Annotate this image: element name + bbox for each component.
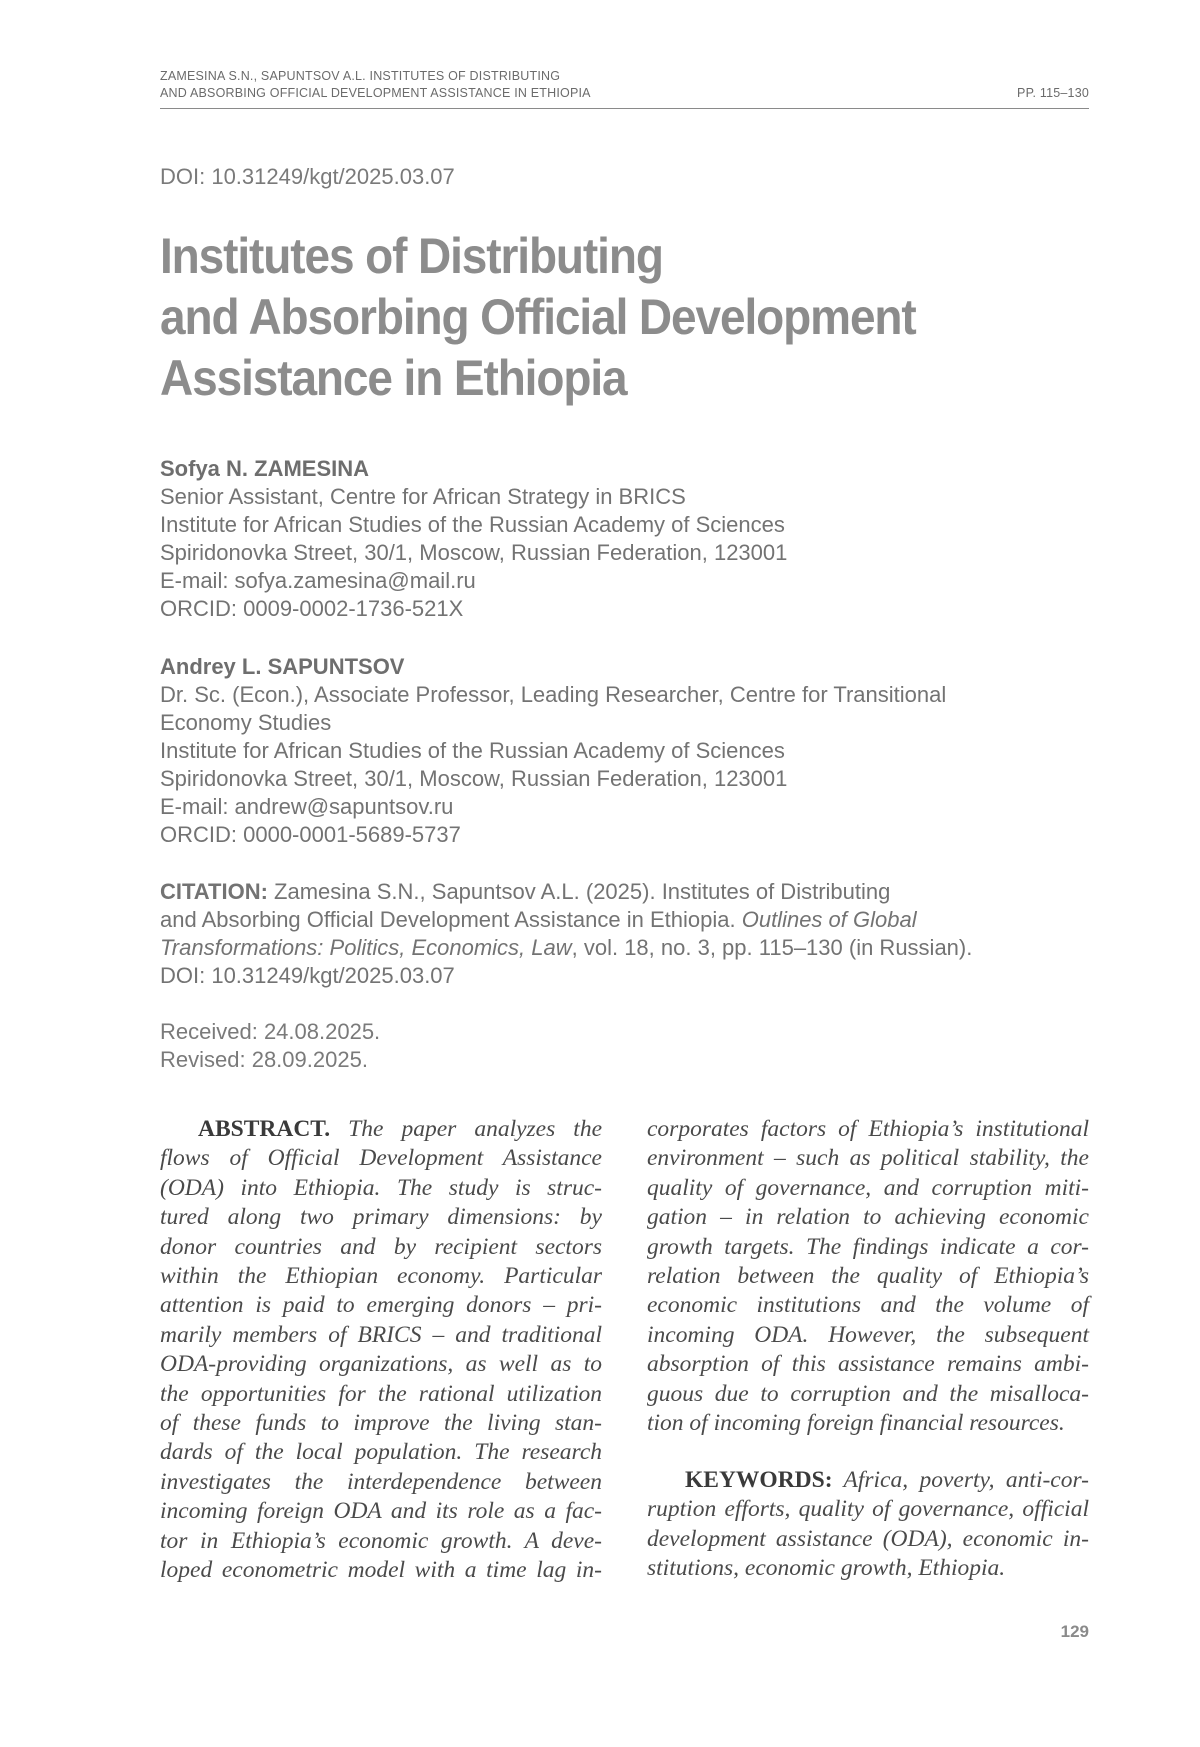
keywords-line: ruption efforts, quality of governance, official	[647, 1496, 1089, 1523]
keywords-line	[647, 1466, 1089, 1495]
author-affiliation-line: Institute for African Studies of the Russian Academy of Sciences	[160, 738, 785, 763]
abstract-line: environment – such as political stability, the	[647, 1145, 1089, 1172]
abstract-line: absorption of this assistance remains ambi-	[647, 1351, 1089, 1378]
article-page	[160, 0, 1089, 1747]
author-email: E-mail: sofya.zamesina@mail.ru	[160, 568, 476, 593]
header-divider	[160, 108, 1089, 109]
author-email: E-mail: andrew@sapuntsov.ru	[160, 794, 454, 819]
keywords-line: stitutions, economic growth, Ethiopia.	[647, 1555, 1006, 1582]
abstract-line: within the Ethiopian economy. Particular	[160, 1263, 602, 1290]
abstract-column-right	[647, 1115, 1089, 1438]
abstract-line: ODA-providing organizations, as well as to	[160, 1351, 602, 1378]
abstract-line: (ODA) into Ethiopia. The study is struc-	[160, 1174, 602, 1201]
author-affiliation-line: Dr. Sc. (Econ.), Associate Professor, Leading Researcher, Centre for Transitional	[160, 682, 947, 707]
received-date: Received: 24.08.2025.	[160, 1019, 381, 1044]
article-dates	[160, 1018, 380, 1074]
author-address: Spiridonovka Street, 30/1, Moscow, Russian Federation, 123001	[160, 540, 788, 565]
citation-journal: Transformations: Politics, Economics, Law	[160, 935, 572, 960]
citation-journal: Outlines of Global	[741, 907, 917, 932]
citation-text: Zamesina S.N., Sapuntsov A.L. (2025). Institutes of Distributing	[267, 879, 891, 904]
abstract-line: marily members of BRICS – and traditional	[160, 1321, 602, 1348]
abstract-line: corporates factors of Ethiopia’s institutional	[647, 1116, 1089, 1142]
author-affiliation-line: Institute for African Studies of the Russian Academy of Sciences	[160, 512, 785, 537]
doi: DOI: 10.31249/kgt/2025.03.07	[160, 164, 455, 189]
abstract-line: incoming ODA. However, the subsequent	[647, 1321, 1089, 1348]
running-head-pages: PP. 115–130	[1017, 86, 1089, 100]
title-line-1: Institutes of Distributing	[160, 228, 663, 284]
author-block-1	[160, 455, 1089, 623]
abstract-line: dards of the local population. The research	[160, 1439, 602, 1466]
citation-label: CITATION:	[160, 879, 268, 904]
abstract-line	[160, 1115, 602, 1144]
keywords-block	[647, 1466, 1089, 1584]
revised-date: Revised: 28.09.2025.	[160, 1047, 368, 1072]
author-name: Sofya N. ZAMESINA	[160, 456, 370, 481]
citation-doi: DOI: 10.31249/kgt/2025.03.07	[160, 963, 455, 988]
author-block-2	[160, 653, 1089, 849]
keywords-line: development assistance (ODA), economic in-	[647, 1525, 1089, 1552]
author-name: Andrey L. SAPUNTSOV	[160, 654, 405, 679]
abstract-line: guous due to corruption and the misalloca-	[647, 1380, 1089, 1407]
abstract-line: of these funds to improve the living stan-	[160, 1410, 602, 1437]
abstract-line: relation between the quality of Ethiopia’s	[647, 1263, 1089, 1290]
abstract-line: attention is paid to emerging donors – pri-	[160, 1292, 602, 1319]
article-title	[160, 226, 1015, 409]
abstract-line: donor countries and by recipient sectors	[160, 1233, 602, 1260]
abstract-line: loped econometric model with a time lag in-	[160, 1557, 602, 1584]
author-orcid: ORCID: 0009-0002-1736-521X	[160, 596, 464, 621]
running-head-line-2: AND ABSORBING OFFICIAL DEVELOPMENT ASSISTANCE IN ETHIOPIA	[160, 86, 591, 100]
abstract-line: the opportunities for the rational utilization	[160, 1380, 602, 1407]
abstract-label: ABSTRACT.	[198, 1116, 331, 1142]
title-line-2: and Absorbing Official Development	[160, 289, 916, 345]
abstract-line: tured along two primary dimensions: by	[160, 1204, 602, 1231]
running-head-line-1: ZAMESINA S.N., SAPUNTSOV A.L. INSTITUTES OF DISTRIBUTING	[160, 69, 561, 83]
author-affiliation-line: Senior Assistant, Centre for African Strategy in BRICS	[160, 484, 686, 509]
abstract-column-left	[160, 1115, 602, 1586]
abstract-line: growth targets. The findings indicate a cor-	[647, 1233, 1089, 1260]
keywords-label: KEYWORDS:	[685, 1467, 833, 1493]
title-line-3: Assistance in Ethiopia	[160, 350, 627, 406]
abstract-line: tor in Ethiopia’s economic growth. A deve-	[160, 1527, 602, 1554]
abstract-line: quality of governance, and corruption miti-	[647, 1174, 1089, 1201]
keywords-text: Africa, poverty, anti-cor-	[832, 1467, 1089, 1493]
citation-text: and Absorbing Official Development Assistance in Ethiopia.	[160, 907, 742, 932]
citation-text: , vol. 18, no. 3, pp. 115–130 (in Russian).	[571, 935, 973, 960]
running-head	[160, 68, 1089, 102]
abstract-line: gation – in relation to achieving economic	[647, 1204, 1089, 1231]
abstract-line: investigates the interdependence between	[160, 1468, 602, 1495]
citation-block	[160, 878, 1089, 990]
abstract-text: The paper analyzes the	[330, 1116, 602, 1142]
author-affiliation-line: Economy Studies	[160, 710, 332, 735]
abstract-line: flows of Official Development Assistance	[160, 1145, 602, 1172]
abstract-line: economic institutions and the volume of	[647, 1292, 1089, 1319]
author-address: Spiridonovka Street, 30/1, Moscow, Russian Federation, 123001	[160, 766, 788, 791]
author-orcid: ORCID: 0000-0001-5689-5737	[160, 822, 461, 847]
page-number: 129	[1060, 1622, 1089, 1641]
abstract-line: incoming foreign ODA and its role as a fac-	[160, 1498, 602, 1525]
abstract-line: tion of incoming foreign financial resources.	[647, 1410, 1065, 1437]
